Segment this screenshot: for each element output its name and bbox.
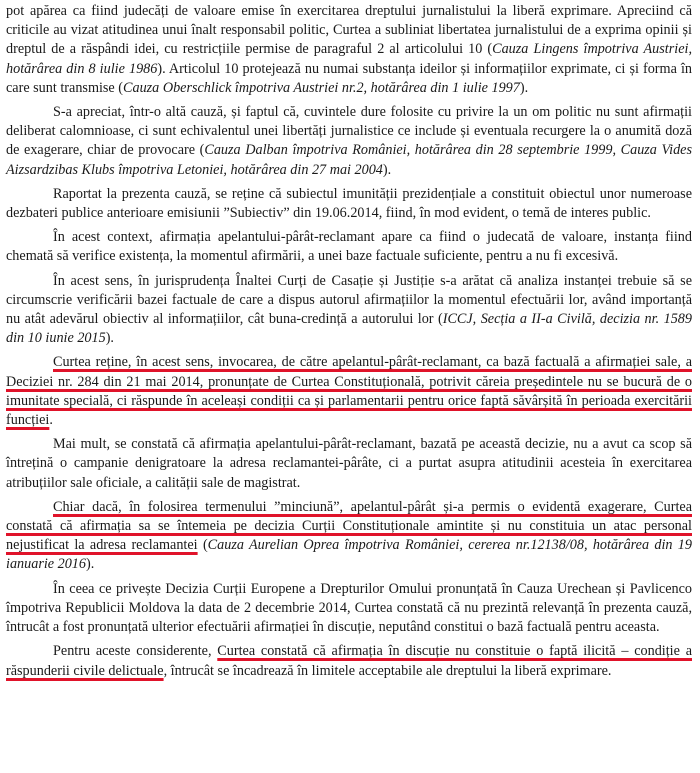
text-run: ). [86,556,95,573]
paragraph [6,642,692,680]
case-citation: Cauza Lingens împotriva Austriei, hotărârea din 8 iulie 1986 [6,41,692,77]
paragraph [6,2,692,98]
case-citation: Cauza Aurelian Oprea împotriva României, cererea nr.12138/08, hotărârea din 19 ianuarie 2016 [6,537,692,573]
text-run: În acest context, afirmația apelantului-pârât-reclamant apare ca fiind o judecată de valoare, instanța fiind chemată să verifice existența, la momentul afirmării, a unei baze factuale suficiente, pentru a nu fi excesivă. [6,229,692,265]
case-citation: Cauza Dalban împotriva României, hotărârea din 28 septembrie 1999, Cauza Vides Aizsardzibas Klubs împotriva Letoniei, hotărârea din 27 mai 2004 [6,142,692,178]
text-run: În ceea ce privește Decizia Curții Europene a Drepturilor Omului pronunțată în Cauza Urechean și Pavlicenco împotriva Republicii Moldova la data de 2 decembrie 2014, Curtea constată că nu prezintă relevanță în prezenta cauză, întrucât a fost pronunțată ulterior efectuării afirmației în discuție, neputând constitui o bază factuală pentru aceasta. [6,580,692,636]
paragraph [6,228,692,266]
text-run: ). [105,330,114,347]
text-run: ). Articolul 10 protejează nu numai substanța ideilor și informațiilor exprimate, ci și forma în care sunt transmise ( [6,60,692,96]
text-run: , întrucât se încadrează în limitele acceptabile ale dreptului la liberă exprimare. [163,662,612,679]
paragraph [6,580,692,638]
paragraph [6,353,692,430]
case-citation: ICCJ, Secția a II-a Civilă, decizia nr. 1589 din 10 iunie 2015 [6,311,692,347]
highlighted-passage: Curtea reține, în acest sens, invocarea, de către apelantul-pârât-reclamant, ca bază factuală a afirmației sale, a Deciziei nr. 284 din 21 mai 2014, pronunțate de Curtea Constituțională, potrivit căreia președintele nu se bucură de o imunitate specială, ci răspunde în aceleași condiții ca și parlamentarii pentru orice faptă săvârșită în perioada exercitării funcției [6,354,692,429]
paragraph [6,498,692,575]
highlighted-passage: Chiar dacă, în folosirea termenului ”minciună”, apelantul-pârât și-a permis o evidentă exagerare, Curtea constată că afirmația sa se întemeia pe decizia Curții Constituționale amintite și nu constituia un atac personal nejustificat la adresa reclamantei [6,498,692,554]
text-run: Pentru aceste considerente, [53,643,218,660]
text-run: Mai mult, se constată că afirmația apelantului-pârât-reclamant, bazată pe această decizie, nu a avut ca scop să întrețină o campanie denigratoare la adresa reclamantei-pârâte, ci a purtat asupra atitudinii acesteia în exercitarea atribuțiilor sale oficiale, a calității sale de magistrat. [6,436,692,491]
text-run: Raportat la prezenta cauză, se reține că subiectul imunității prezidențiale a constituit obiectul unor numeroase dezbateri publice anterioare emisiunii ”Subiectiv” din 19.06.2014, fiind, în mod evident, o temă de interes public. [6,185,692,222]
paragraph [6,185,692,223]
case-citation: Cauza Oberschlick împotriva Austriei nr.2, hotărârea din 1 iulie 1997 [123,79,520,96]
highlighted-passage: Curtea constată că afirmația în discuție nu constituie o faptă ilicită – condiție a răspunderii civile delictuale [6,643,692,679]
text-run: . [49,412,53,429]
text-run: În acest sens, în jurisprudența Înaltei Curți de Casație și Justiție s-a arătat că analiza instanței trebuie să se circumscrie verificării bazei factuale de care a dispus autorul afirmațiilor la momentul efectuării lor, având importanță nu atât adevărul obiectiv al informațiilor, cât buna-credință a autorului lor ( [6,272,692,328]
text-run: ). [382,161,392,178]
paragraph [6,435,692,493]
text-run: S-a apreciat, într-o altă cauză, și faptul că, cuvintele dure folosite cu privire la un om politic nu sunt afirmații deliberat calomnioase, ci sunt echivalentul unei libertăți jurnalistice ce include și eventuala recurgere la o anumită doză de exagerare, chiar de provocare ( [6,104,692,159]
text-run: pot apărea ca fiind judecăți de valoare emise în exercitarea dreptului jurnalistului la liberă exprimare. Apreciind că criticile au vizat atitudinea unui înalt responsabil politic, Curtea a subliniat libertatea jurnalistului de a exprima opinii și dreptul de a răspândi idei, cu restricțiile permise de paragraful 2 al articolului 10 ( [6,3,692,58]
text-run: ( [197,537,208,554]
text-run: ). [519,79,529,96]
paragraph [6,272,692,349]
paragraph [6,103,692,180]
